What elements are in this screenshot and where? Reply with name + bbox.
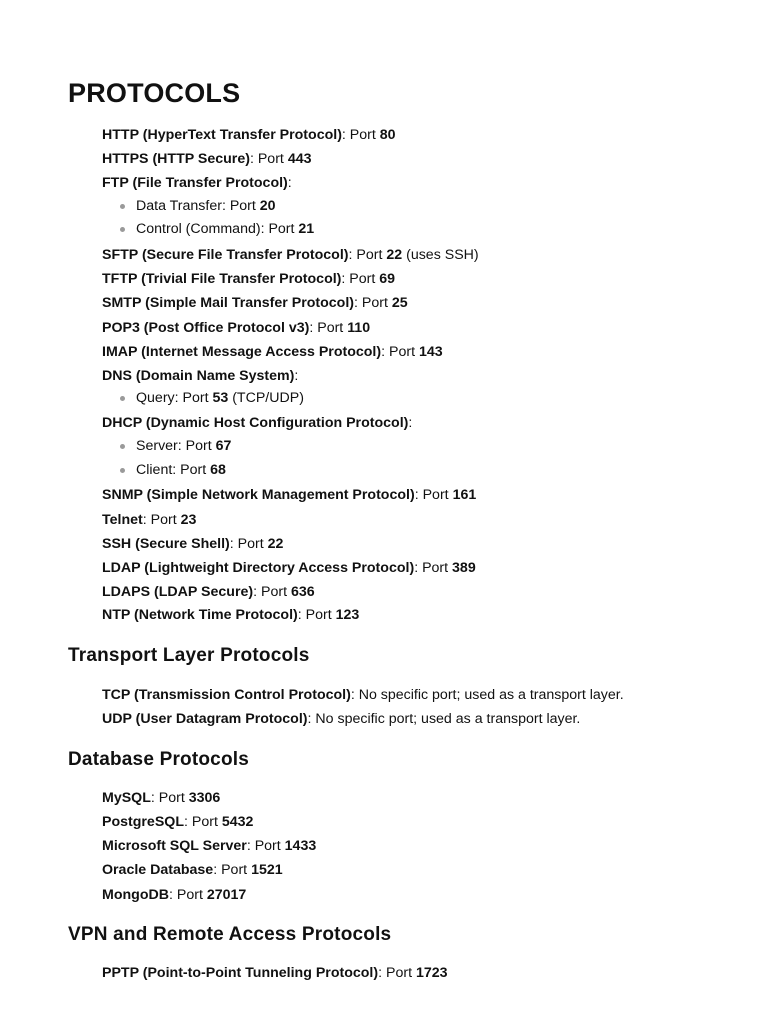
protocol-name: UDP (User Datagram Protocol) xyxy=(102,711,308,727)
protocol-name: Oracle Database xyxy=(102,862,214,878)
port-number: 20 xyxy=(259,198,276,214)
sub-list-item: Data Transfer: Port 20 xyxy=(136,196,276,216)
protocol-name: PostgreSQL xyxy=(102,814,184,830)
protocol-name: FTP (File Transfer Protocol) xyxy=(102,175,288,191)
bullet-icon xyxy=(120,227,125,232)
port-number: 636 xyxy=(290,584,315,600)
port-number: 1521 xyxy=(251,862,283,878)
section-heading-vpn: VPN and Remote Access Protocols xyxy=(68,924,392,945)
port-number: 443 xyxy=(287,151,312,167)
port-number: 80 xyxy=(379,127,396,143)
port-number: 3306 xyxy=(188,790,221,806)
bullet-icon xyxy=(120,468,125,473)
port-number: 21 xyxy=(298,221,315,237)
port-number: 68 xyxy=(210,462,226,478)
protocol-name: MongoDB xyxy=(102,887,169,903)
section-heading-database: Database Protocols xyxy=(68,749,249,770)
protocol-name: LDAPS (LDAP Secure) xyxy=(102,584,254,600)
protocol-name: SNMP (Simple Network Management Protocol) xyxy=(102,487,415,503)
protocol-name: Microsoft SQL Server xyxy=(102,838,247,854)
port-number: 1433 xyxy=(284,838,317,854)
protocol-name: SFTP (Secure File Transfer Protocol) xyxy=(102,247,349,263)
protocol-name: LDAP (Lightweight Directory Access Protocol) xyxy=(102,560,415,576)
port-number: 22 xyxy=(386,247,403,263)
protocol-name: NTP (Network Time Protocol) xyxy=(102,607,298,623)
port-number: 110 xyxy=(347,320,371,336)
protocol-name: POP3 (Post Office Protocol v3) xyxy=(102,320,310,336)
bullet-icon xyxy=(120,204,125,209)
protocol-name: MySQL xyxy=(102,790,151,806)
protocol-name: TFTP (Trivial File Transfer Protocol) xyxy=(102,271,342,287)
port-number: 25 xyxy=(391,295,408,311)
protocol-name: DNS (Domain Name System) xyxy=(102,368,295,384)
section-heading-transport: Transport Layer Protocols xyxy=(68,645,310,666)
port-number: 27017 xyxy=(206,887,247,903)
sub-list-item: Server: Port 67 xyxy=(136,436,231,456)
protocol-name: SMTP (Simple Mail Transfer Protocol) xyxy=(102,295,355,311)
protocol-name: PPTP (Point-to-Point Tunneling Protocol) xyxy=(102,965,379,981)
port-number: 161 xyxy=(452,487,477,503)
port-number: 143 xyxy=(418,344,443,360)
port-number: 123 xyxy=(335,607,360,623)
sub-list-item: Control (Command): Port 21 xyxy=(136,219,314,239)
port-number: 69 xyxy=(379,271,396,287)
protocol-name: TCP (Transmission Control Protocol) xyxy=(102,687,351,703)
port-number: 53 xyxy=(212,390,229,406)
protocol-name: SSH (Secure Shell) xyxy=(102,536,230,552)
port-number: 67 xyxy=(215,438,232,454)
protocol-name: HTTP (HyperText Transfer Protocol) xyxy=(102,127,342,143)
sub-list-item: Client: Port 68 xyxy=(136,460,226,480)
protocol-name: IMAP (Internet Message Access Protocol) xyxy=(102,344,382,360)
protocol-name: Telnet xyxy=(102,512,143,528)
port-number: 22 xyxy=(267,536,284,552)
port-number: 1723 xyxy=(415,965,448,981)
bullet-icon xyxy=(120,396,125,401)
sub-list-item: Query: Port 53 (TCP/UDP) xyxy=(136,388,304,408)
port-number: 23 xyxy=(180,512,197,528)
port-number: 5432 xyxy=(221,814,254,830)
page-title: PROTOCOLS xyxy=(68,78,241,108)
port-number: 389 xyxy=(452,560,476,576)
protocol-name: DHCP (Dynamic Host Configuration Protocol) xyxy=(102,415,409,431)
bullet-icon xyxy=(120,444,125,449)
protocol-name: HTTPS (HTTP Secure) xyxy=(102,151,250,167)
